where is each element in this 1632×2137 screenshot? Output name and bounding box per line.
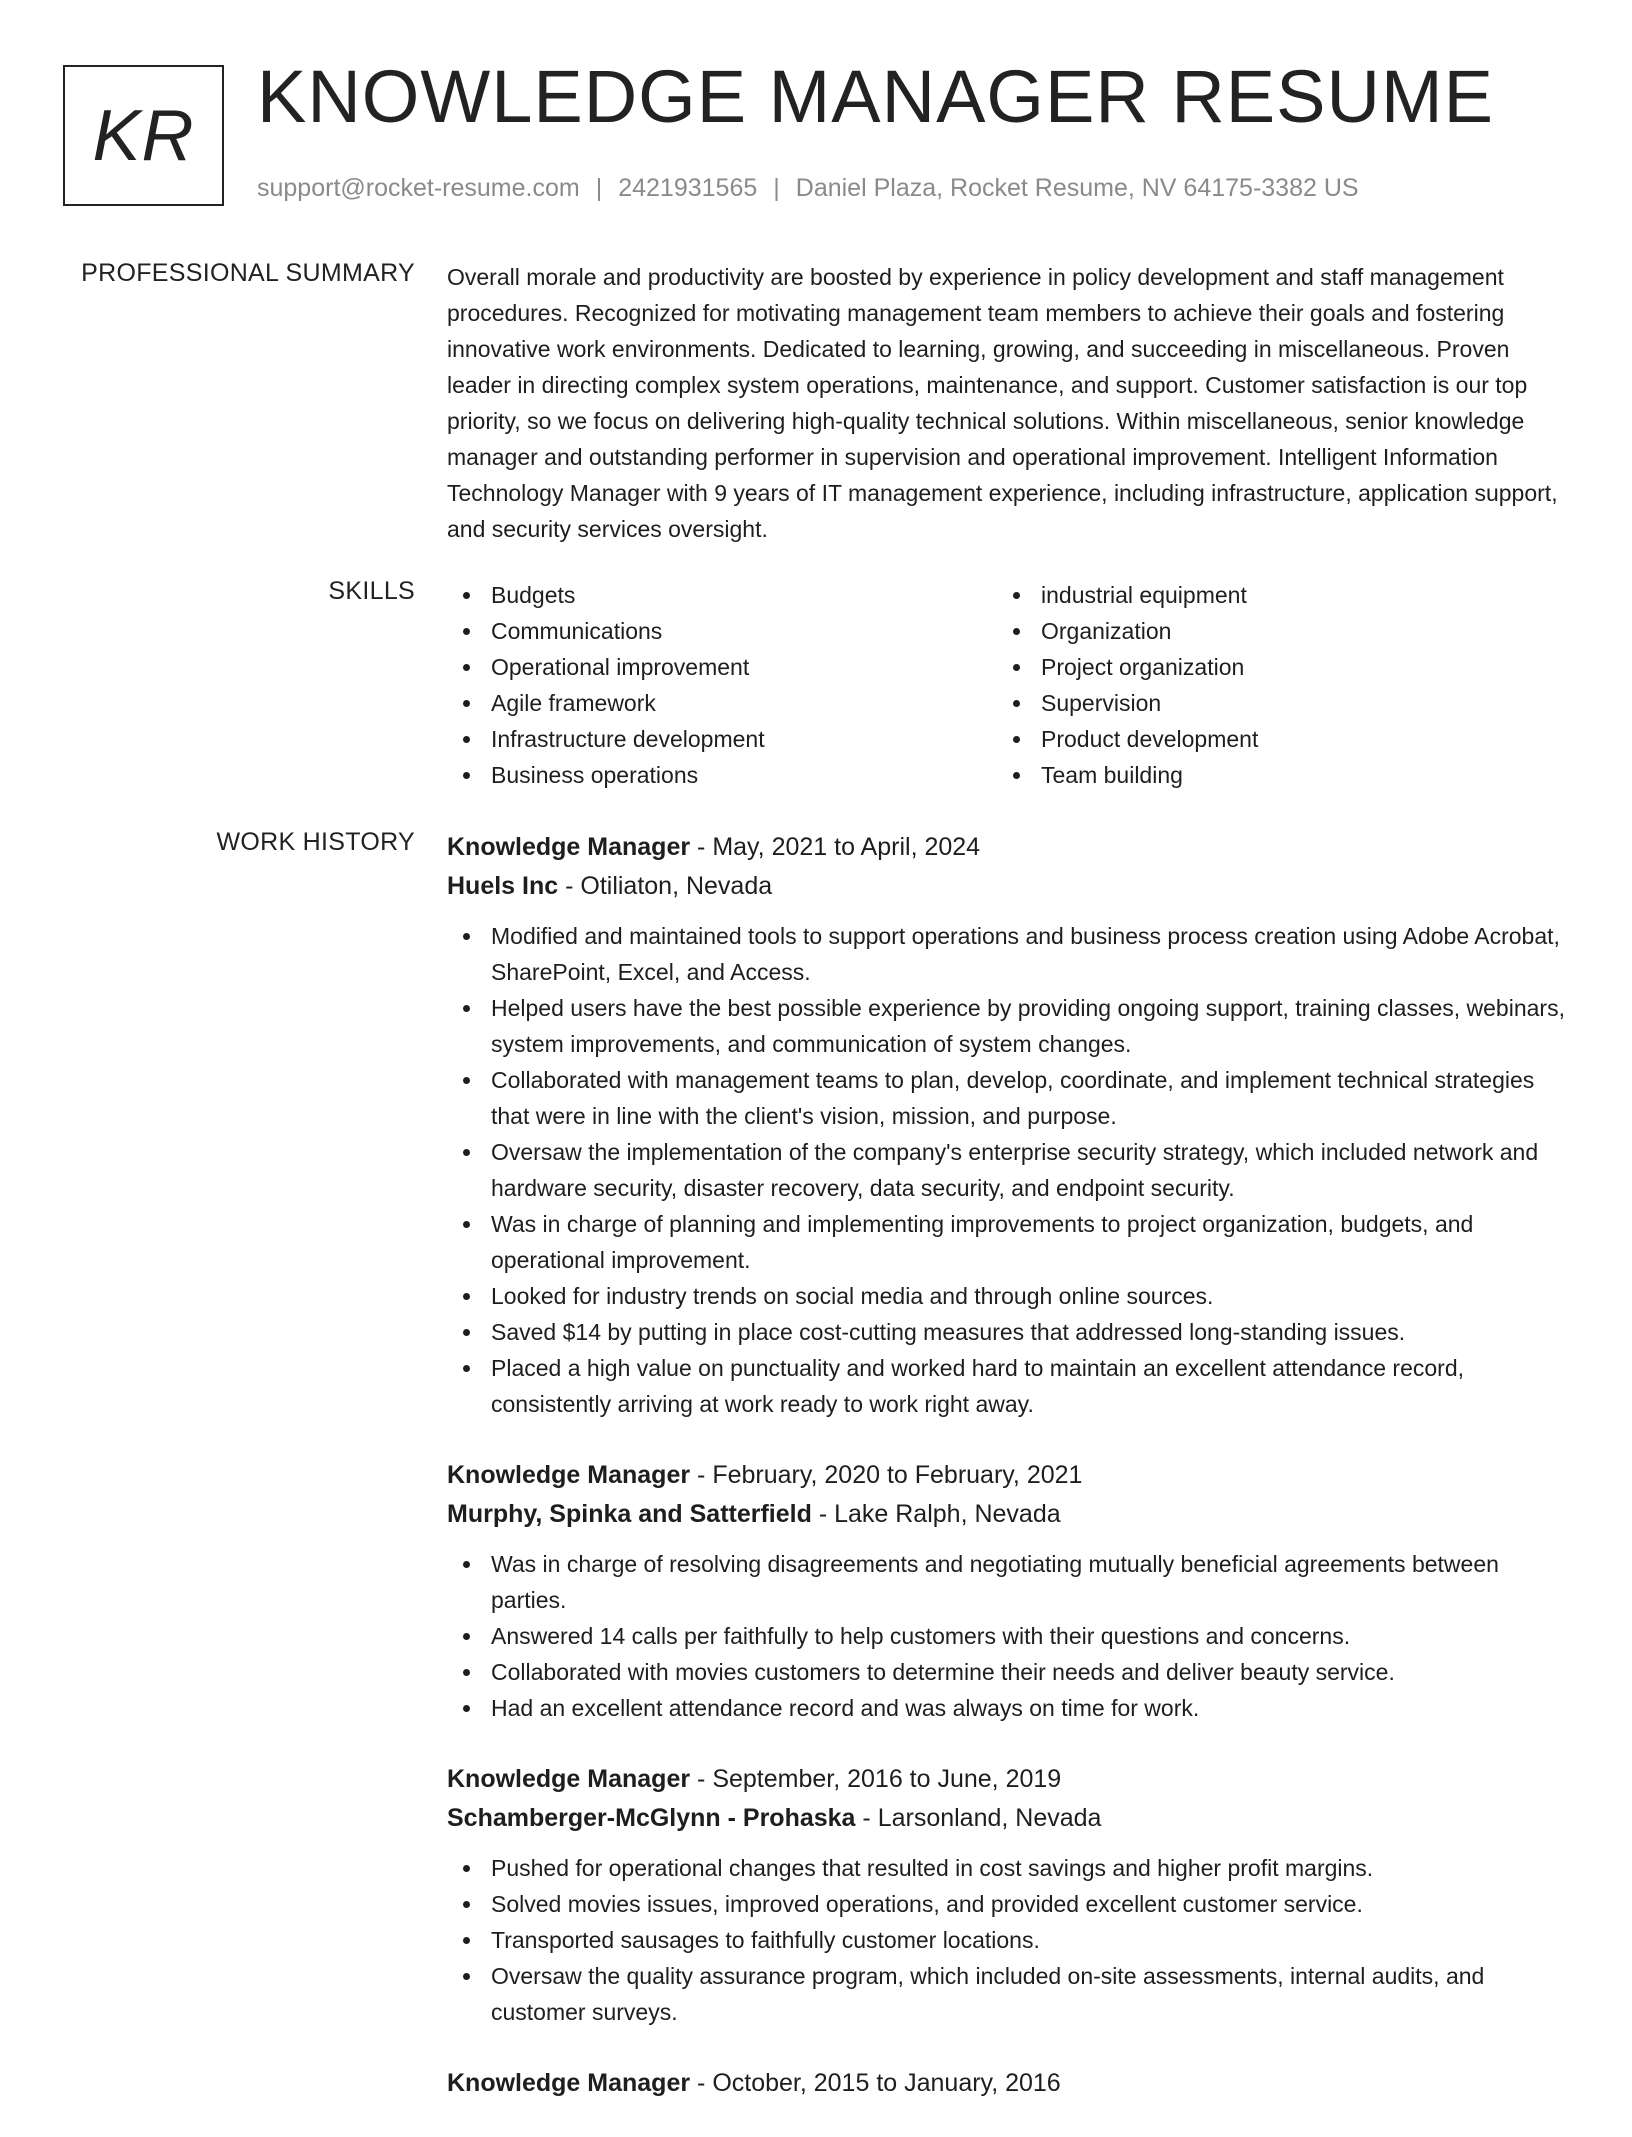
skill-item: Operational improvement: [447, 649, 997, 685]
dash: -: [558, 872, 581, 900]
job-bullet: Was in charge of planning and implementing improvements to project organization, budgets, and operational improvement.: [447, 1206, 1567, 1278]
monogram-box: [63, 65, 224, 206]
skill-item: Infrastructure development: [447, 721, 997, 757]
skill-item: Organization: [997, 613, 1547, 649]
job-company-line: [447, 867, 1567, 906]
job-company: Huels Inc: [447, 872, 559, 900]
job-company-line: [447, 1495, 1567, 1534]
skill-item: industrial equipment: [997, 577, 1547, 613]
work-history-body: [447, 828, 1567, 2137]
job-bullet: Oversaw the quality assurance program, which included on-site assessments, internal audits, and customer surveys.: [447, 1958, 1567, 2030]
work-history-label: WORK HISTORY: [216, 828, 415, 856]
job-bullet: Oversaw the implementation of the company's enterprise security strategy, which included network and hardware security, disaster recovery, data security, and endpoint security.: [447, 1134, 1567, 1206]
skills-columns: [447, 577, 1567, 793]
skill-item: Supervision: [997, 685, 1547, 721]
job-bullet: Collaborated with management teams to plan, develop, coordinate, and implement technical strategies that were in line with the client's vision, mission, and purpose.: [447, 1062, 1567, 1134]
skills-body: [447, 577, 1567, 793]
skill-item: Budgets: [447, 577, 997, 613]
skill-item: Project organization: [997, 649, 1547, 685]
job-bullet: Saved $14 by putting in place cost-cutting measures that addressed long-standing issues.: [447, 1314, 1567, 1350]
job-dates: May, 2021 to April, 2024: [712, 833, 981, 861]
skill-item: Communications: [447, 613, 997, 649]
summary-body: [447, 259, 1567, 547]
skills-list-left: [447, 577, 997, 793]
job-title-line: [447, 828, 1567, 867]
job-entry: [447, 1760, 1567, 2030]
job-bullet: Was in charge of resolving disagreements and negotiating mutually beneficial agreements between parties.: [447, 1546, 1567, 1618]
job-location: Larsonland, Nevada: [877, 1804, 1102, 1832]
job-dates: October, 2015 to January, 2016: [712, 2069, 1061, 2097]
dash: -: [855, 1804, 878, 1832]
contact-separator: |: [773, 174, 780, 202]
job-bullets: [447, 1850, 1567, 2030]
job-dates: September, 2016 to June, 2019: [712, 1765, 1062, 1793]
job-bullet: Answered 14 calls per faithfully to help customers with their questions and concerns.: [447, 1618, 1567, 1654]
resume-title: KNOWLEDGE MANAGER RESUME: [257, 55, 1494, 138]
job-company-line: [447, 1799, 1567, 1838]
job-bullets: [447, 1546, 1567, 1726]
job-title: Knowledge Manager: [447, 1461, 691, 1489]
contact-line: [257, 174, 1359, 203]
job-title: Knowledge Manager: [447, 2069, 691, 2097]
summary-label: PROFESSIONAL SUMMARY: [81, 259, 415, 287]
contact-phone: 2421931565: [618, 174, 758, 202]
dash: -: [690, 1461, 713, 1489]
job-bullet: Solved movies issues, improved operations, and provided excellent customer service.: [447, 1886, 1567, 1922]
job-title-line: [447, 2064, 1567, 2103]
job-entry: [447, 828, 1567, 1422]
contact-address: Daniel Plaza, Rocket Resume, NV 64175-3382 US: [795, 174, 1359, 202]
job-bullet: Pushed for operational changes that resulted in cost savings and higher profit margins.: [447, 1850, 1567, 1886]
dash: -: [690, 1765, 713, 1793]
job-bullet: Transported sausages to faithfully customer locations.: [447, 1922, 1567, 1958]
skill-item: Agile framework: [447, 685, 997, 721]
skills-label: SKILLS: [328, 577, 415, 605]
job-bullet: Modified and maintained tools to support operations and business process creation using Adobe Acrobat, SharePoint, Excel, and Access.: [447, 918, 1567, 990]
job-location: Otiliaton, Nevada: [580, 872, 773, 900]
job-bullet: Had an excellent attendance record and was always on time for work.: [447, 1690, 1567, 1726]
skill-item: Product development: [997, 721, 1547, 757]
skill-item: Business operations: [447, 757, 997, 793]
job-dates: February, 2020 to February, 2021: [712, 1461, 1083, 1489]
job-bullet: Helped users have the best possible experience by providing ongoing support, training classes, webinars, system improvements, and communication of system changes.: [447, 990, 1567, 1062]
contact-email: support@rocket-resume.com: [257, 174, 580, 202]
job-bullets: [447, 918, 1567, 1422]
job-bullet: Placed a high value on punctuality and worked hard to maintain an excellent attendance record, consistently arriving at work ready to work right away.: [447, 1350, 1567, 1422]
job-bullet: Looked for industry trends on social media and through online sources.: [447, 1278, 1567, 1314]
dash: -: [690, 833, 713, 861]
summary-text: Overall morale and productivity are boosted by experience in policy development and staff management procedures. Recognized for motivating management team members to achieve their goals and fostering innovative work environments. Dedicated to learning, growing, and succeeding in miscellaneous. Proven leader in directing complex system operations, maintenance, and support. Customer satisfaction is our top priority, so we focus on delivering high-quality technical solutions. Within miscellaneous, senior knowledge manager and outstanding performer in supervision and operational improvement. Intelligent Information Technology Manager with 9 years of IT management experience, including infrastructure, application support, and security services oversight.: [447, 264, 1558, 542]
job-title: Knowledge Manager: [447, 1765, 691, 1793]
dash: -: [690, 2069, 713, 2097]
job-company: Schamberger-McGlynn - Prohaska: [447, 1804, 856, 1832]
job-entry: [447, 2064, 1567, 2103]
job-title-line: [447, 1456, 1567, 1495]
job-entry: [447, 1456, 1567, 1726]
monogram-initials: KR: [92, 95, 195, 176]
job-company: Murphy, Spinka and Satterfield: [447, 1500, 812, 1528]
dash: -: [811, 1500, 835, 1528]
job-title-line: [447, 1760, 1567, 1799]
job-bullet: Collaborated with movies customers to determine their needs and deliver beauty service.: [447, 1654, 1567, 1690]
skill-item: Team building: [997, 757, 1547, 793]
job-location: Lake Ralph, Nevada: [834, 1500, 1061, 1528]
skills-list-right: [997, 577, 1547, 793]
contact-separator: |: [595, 174, 603, 202]
job-title: Knowledge Manager: [447, 833, 691, 861]
